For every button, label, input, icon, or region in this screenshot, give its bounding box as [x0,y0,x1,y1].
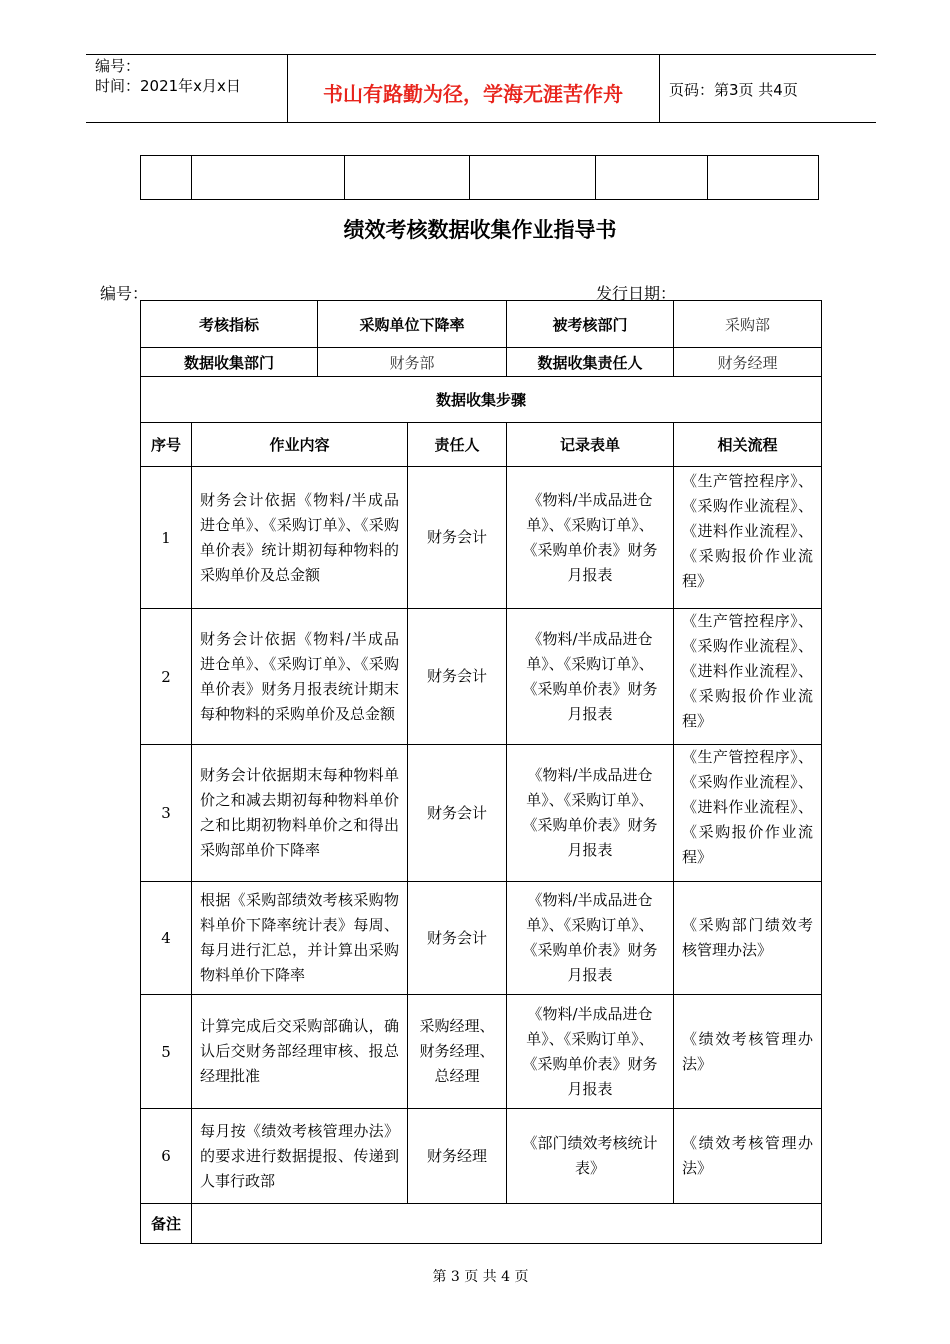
empty-top-table [140,155,819,200]
empty-cell [345,156,470,200]
header-number-label: 编号： [95,57,141,75]
remark-value [192,1204,822,1244]
empty-cell [192,156,345,200]
table-row [141,745,822,882]
row-content [192,995,408,1109]
row-owner: 财务会计 [408,609,507,745]
row-owner: 采购经理、财务经理、总经理 [408,995,507,1109]
row-record: 《物料/半成品进仓单》、《采购订单》、《采购单价表》财务月报表 [507,467,674,609]
row-record: 《物料/半成品进仓单》、《采购订单》、《采购单价表》财务月报表 [507,995,674,1109]
issue-date-label: 发行日期： [596,284,677,303]
row-content [192,745,408,882]
indicator-label: 考核指标 [141,301,318,348]
row-record: 《物料/半成品进仓单》、《采购订单》、《采购单价表》财务月报表 [507,745,674,882]
row-content-text: 每月按《绩效考核管理办法》的要求进行数据提报、传递到人事行政部 [200,1121,400,1190]
steps-title: 数据收集步骤 [141,377,822,423]
column-header: 作业内容 [192,423,408,467]
row-flow [674,995,822,1109]
column-header: 序号 [141,423,192,467]
assessed-dept-value: 采购部 [674,301,822,348]
row-flow-text: 《绩效考核管理办法》 [682,1029,814,1073]
collect-dept-label: 数据收集部门 [141,348,318,377]
collect-owner-label: 数据收集责任人 [507,348,674,377]
column-header-row [141,423,822,467]
row-owner: 财务会计 [408,882,507,995]
row-number: 2 [141,609,192,745]
row-flow [674,882,822,995]
row-content-text: 财务会计依据期末每种物料单价之和减去期初每种物料单价之和比期初物料单价之和得出采购部单价下降率 [200,766,400,859]
header-page-label: 页码：第3页 共4页 [669,81,798,99]
assessed-dept-label: 被考核部门 [507,301,674,348]
row-flow [674,745,822,882]
row-owner: 财务经理 [408,1109,507,1204]
header-bottom-rule [86,122,876,123]
header-time-label: 时间：2021年x月x日 [95,77,241,95]
row-number: 4 [141,882,192,995]
column-header: 相关流程 [674,423,822,467]
row-flow [674,467,822,609]
row-flow-text: 《生产管控程序》、《采购作业流程》、《进料作业流程》、《采购报价作业流程》 [682,472,814,590]
column-header: 记录表单 [507,423,674,467]
row-content [192,609,408,745]
row-record: 《物料/半成品进仓单》、《采购订单》、《采购单价表》财务月报表 [507,609,674,745]
header-motto: 书山有路勤为径，学海无涯苦作舟 [323,82,623,106]
table-row [141,995,822,1109]
row-flow-text: 《采购部门绩效考核管理办法》 [682,916,814,959]
row-owner: 财务会计 [408,467,507,609]
empty-cell [708,156,819,200]
row-content [192,882,408,995]
row-flow [674,1109,822,1204]
row-number: 6 [141,1109,192,1204]
row-number: 1 [141,467,192,609]
row-number: 3 [141,745,192,882]
empty-cell [596,156,708,200]
info-row-1 [141,301,822,348]
steps-title-row [141,377,822,423]
row-content [192,467,408,609]
row-flow [674,609,822,745]
row-number: 5 [141,995,192,1109]
row-flow-text: 《绩效考核管理办法》 [682,1134,814,1177]
row-record: 《物料/半成品进仓单》、《采购订单》、《采购单价表》财务月报表 [507,882,674,995]
row-content-text: 财务会计依据《物料/半成品进仓单》、《采购订单》、《采购单价表》财务月报表统计期末每种物料的采购单价及总金额 [200,629,400,723]
remark-row [141,1204,822,1244]
row-content-text: 根据《采购部绩效考核采购物料单价下降率统计表》每周、每月进行汇总，并计算出采购物料单价下降率 [200,891,400,984]
header-divider-right [659,54,660,122]
column-header: 责任人 [408,423,507,467]
empty-cell [141,156,192,200]
table-row [141,609,822,745]
table-row [141,467,822,609]
row-flow-text: 《生产管控程序》、《采购作业流程》、《进料作业流程》、《采购报价作业流程》 [682,612,814,730]
indicator-value: 采购单位下降率 [318,301,507,348]
header-left-block [95,56,241,96]
row-content-text: 计算完成后交采购部确认，确认后交财务部经理审核、报总经理批准 [200,1017,400,1085]
row-content-text: 财务会计依据《物料/半成品进仓单》、《采购订单》、《采购单价表》统计期初每种物料的采购单价及总金额 [200,490,400,584]
data-collection-table [140,300,822,1244]
row-content [192,1109,408,1204]
remark-label: 备注 [141,1204,192,1244]
table-row [141,882,822,995]
page-footer: 第 3 页 共 4 页 [432,1269,529,1285]
collect-owner-value: 财务经理 [674,348,822,377]
collect-dept-value: 财务部 [318,348,507,377]
row-record: 《部门绩效考核统计表》 [507,1109,674,1204]
header-top-rule [86,54,876,55]
row-flow-text: 《生产管控程序》、《采购作业流程》、《进料作业流程》、《采购报价作业流程》 [682,748,814,866]
row-owner: 财务会计 [408,745,507,882]
empty-cell [470,156,596,200]
info-row-2 [141,348,822,377]
document-title: 绩效考核数据收集作业指导书 [343,218,617,242]
table-row [141,1109,822,1204]
document-number-label: 编号： [100,284,149,303]
